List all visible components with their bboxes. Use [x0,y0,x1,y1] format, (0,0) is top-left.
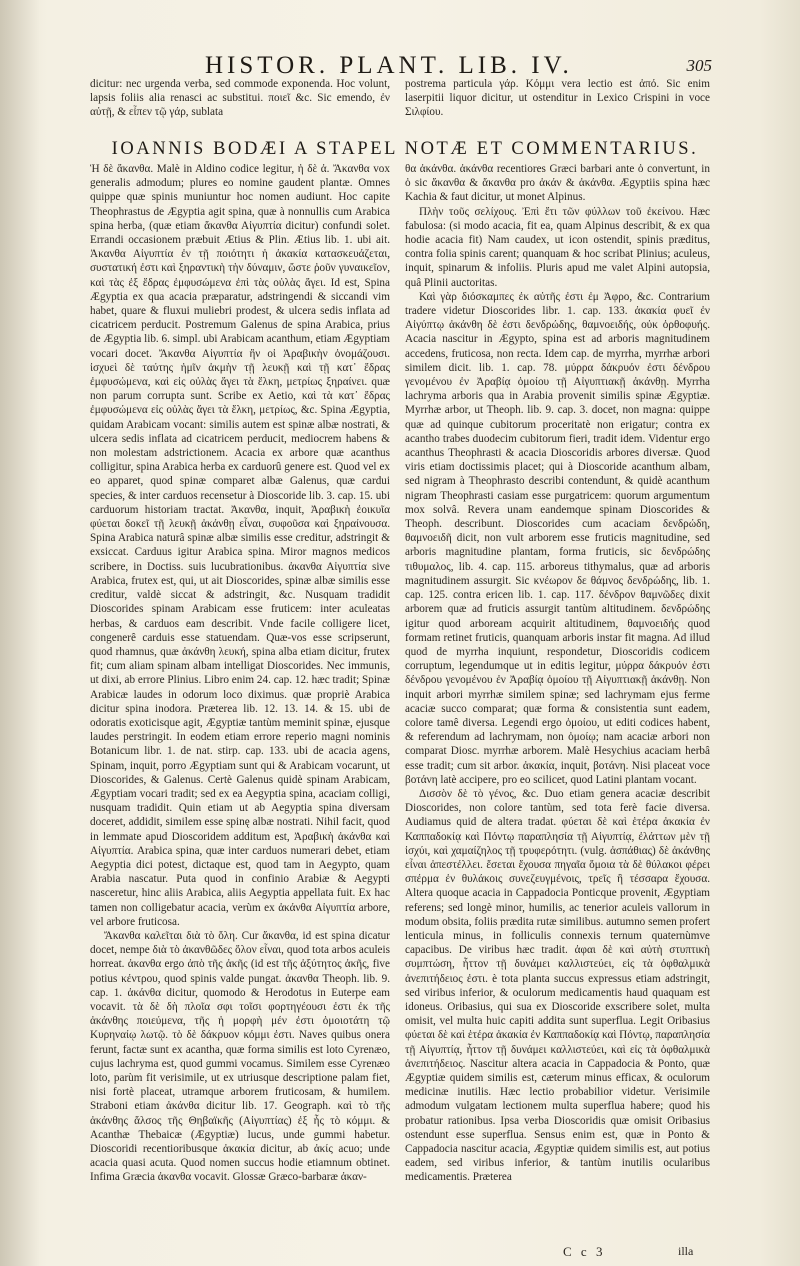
page-number: 305 [686,56,712,75]
continued-paragraph-right: postrema particula γάρ. Κόμμι vera lectio est ἀπό. Sic enim laserpitii liquor dicitur, ut ostenditur in Lexico Crispini in voce Σιλφίου. [405,78,710,119]
catchword: illa [678,1244,694,1258]
paragraph: Ἄκανθα καλεῖται διὰ τὸ ὅλη. Cur ἄκανθα, id est spina dicatur docet, nempe διὰ τὸ ἀκανθῶδες ὅλον εἶναι, quod tota arbos aculeis horreat. ἀκανθα ergo ἀπὸ τῆς ἀκῆς (id est τῆς ἀξύτητος ἀκῆς, five potius κέντρου, quod spinis valde pungat. ἀκανθα Theoph. lib. 9. cap. 1. ἀκάνθα dicitur, quomodo & Herodotus in Euterpe eam vocavit. τὰ δὲ δὴ πλοῖα σφι τοῖσι φορτηγέουσι ἐστι ἐκ τῆς ἀκάνθης ποιεύμενα, τῆς ἡ μορφὴ μέν ἐστι ὁμοιοτάτη τῷ Κυρηναίῳ λωτῷ. τὸ δὲ δάκρυον κόμμι ἐστι. Naves quibus onera ferunt, factæ sunt ex acantha, quæ forma similis est loto Cyrenæo, cujus lachryma est, quod gummi vocamus. Similem esse Cyrenæo loto, parùm fit verisimile, ut ex utriusque descriptione palam fiet, nisi fortè placeat, utramque arborem fruticosam, & humilem. Straboni etiam ἀκάνθα dicitur lib. 17. Geograph. καὶ τὸ τῆς ἀκάνθης ἄλσος τῆς Θηβαϊκῆς (Αἰγυπτίας) ἐξ ἧς τὸ κόμμι. & Acanthæ Thebaicæ (Ægyptiæ) lucus, unde gummi habetur. Dioscoridi recentioribusque ἀκακία dicitur, ab ἀκίς acuo; unde acacia quasi acuta. Quod nomen succus hodie etiamnum obtinet. Infima Græcia ἀκανθα vocavit. Glossæ Græco-barbaræ ἀκαν- [90,929,390,1184]
gutter-shadow [0,0,40,1266]
continued-text-right [405,77,710,135]
paragraph: Καὶ γὰρ διόσκαμπες ἐκ αὐτῆς ἐστι ἐμ Ἀφρο, &c. Contrarium tradere videtur Dioscorides libr. 1. cap. 133. ἀκακία φυεῖ ἐν Αἰγύπτῳ ἀκάνθη δὲ ἐστι δενδρώδης, θαμνοειδής, οὐκ ὀρθοφυής. Acacia nascitur in Ægypto, spina est ad arboris magnitudinem accedens, fruticosa, non recta. Idem cap. de myrrha, myrrhæ arbori similem dicit. lib. 1. cap. 78. μύρρα δάκρυόν ἐστι δένδρου γενομένου ἐν Ἀραβίᾳ ὁμοίου τῇ Αἰγυπτιακῇ ἀκάνθῃ. Myrrha lachryma arboris qua in Arabia provenit similis spinæ Ægyptiæ. Myrrhæ arbor, ut Theoph. lib. 9. cap. 3. docet, non magna: quippe quæ ad quinque cubitorum proceritatè non erigatur; contra ex acantho trabes duodecim cubitorum fieri, tradit idem. Videntur ergo acanthus Theophrasti & acacia Dioscoridis arbores diversæ. Quod viris etiam doctissimis placet; qui à Dioscoride acanthum albam, sed nigram à Theophrasto describi contendunt, & quidè acanthum nigram Theophrasti casiam esse purgatricem: quorum argumentum mox solvâ. Revera unam eandemque spinam Dioscorides & Theoph. describunt. Dioscorides cum acaciam δενδρώδη, θαμνοειδῆ dicit, non vult arborem esse fruticis magnitudine, sed arboris magnitudine plantam, forma fruticis, sic δενδρώδης τιθυμαλος, lib. 4. cap. 115. arboreus tithymalus, quæ ad arboris magnitudinem assurgit. Sic κνέωρον δε θάμνος δενδρώδης, lib. 1. cap. 125. contra ericen lib. 1. cap. 117. δένδρον θαμνῶδες dixit arborem quæ ad fruticis assurgit tantùm altitudinem. δενδρώδης igitur quod arboream acquirit altitudinem, θαμνοειδής quod formam retinet fruticis, quanquam arboris instar fit magna. Ad illud quod de myrrha inquiunt, respondetur, Dioscoridis codicem corruptum, legendumque ut in editis legitur, μύρρα δάκρυόν ἐστι δένδρου γενομένου ἐν Ἀραβίᾳ ὁμοίου τῇ Αἰγυπτιακῇ ἀκάνθῃ. Non inquit arbori myrrhæ similem spinæ; sed lachrymam ejus ferme acaciæ succo comparat; quæ forma & consistentia sunt eadem, colore tamê diversa. Legendi ergo ὁμοίου, ut editi codices habent, & referendum ad lachrymam, non ὁμοίῳ; nam acaciæ arbori non comparat Diosc. myrrhæ arborem. Malè Hesychius acaciam herbâ esse tradit; cum sit arbor. ἀκακία, inquit, βοτάνη. Nisi placeat voce βοτάνη latè accipere, pro eo scilicet, quod Latini plantam vocant. [405,290,710,786]
paragraph: Ἡ δὲ ἄκανθα. Malè in Aldino codice legitur, ἡ δὲ ἀ. Ἄκανθα vox generalis admodum; plures eo nomine gaudent plantæ. Omnes quippe quæ spinis muniuntur hoc nomen audiunt. Hoc capite Theophrastus de Ægyptia agit spina, quæ à nonnullis cum Arabica spina herba, (quæ etiam ἄκανθα Αἰγυπτία dicitur) confundi solet. Errandi occasionem præbuit Ætius & Plin. Ætius lib. 1. ubi ait. Ἀκανθα Αἰγυπτία ἐν τῇ ποιότητι ἡ ἀκακία κατασκευάζεται, συστατική ἐστι καὶ ξηραντικὴ τὴν δύναμιν, ὥστε ῥοῦν γυναικεῖον, καὶ τὰς ἐξ ἕδρας ἐμφυσώμενα ἐπὶ τὰς οὐλὰς ἄγει. Id est, Spina Ægyptia ex qua acacia præparatur, adstringendi & siccandi vim habet, quare & fluxui muliebri prodest, & ulcera sedis inflata ad cicatricem perducit. Postremum Galenus de spina Arabica, prius de Ægyptia lib. 6. simpl. ubi Arabicam acanthum, etiam Ægyptiam vocari docet. Ἄκανθα Αἰγυπτία ἣν οἱ Ἀραβικὴν ὀνομάζουσι. ἰσχυεὶ δὲ ταύτης ἡμῖν ἀκμὴν τῇ λευκῇ καὶ τῇ κατ᾽ ἕδρας ἐμφυσώμενα, καὶ εἰς οὐλὰς ἄγει τὰ ἕλκη, μετρίως ξηραίνει. quæ non parum corrupta sunt. Scribe ex Aetio, καὶ τὰ κατ᾽ ἕδρας ἐμφυσώμενα εἰς οὐλὰς ἄγει τὰ ἕλκη, μετρίως, &c. Spina Ægyptia, quidam Arabicam vocant: similis autem est spinæ albæ nostrati, & ulcera sedis inflata ad cicatricem perducit, mediocrem habens & non molestam adstrictionem. Acacia ex arbore quæ acanthus colligitur, spina Arabica herba ex carduorû genere est. Quod vel ex eo apparet, quod spinæ comparet albæ Galenus, quæ cardui species, & inter carduos recensetur à Dioscoride lib. 3. cap. 15. ubi carduorum historiam tractat. Ἀκανθα, inquit, Ἀραβικὴ ἐοικυῖα φύεται δοκεῖ τῇ λευκῇ ἀκάνθῃ εἶναι, συφοῦσα καὶ ξηραίνουσα. Spina Arabica naturâ spinæ albæ similis esse creditur, adstringit & exsiccat. Carduus igitur Arabica spina. Miror magnos medicos scribere, in Doctiss. suis lucubrationibus. ἀκανθα Αἰγυπτία sive Arabica, frutex est, qui, ut ait Dioscorides, spinæ albæ similis esse creditur, valdè siccat & adstringit, &c. Nusquam tradidit Dioscorides spinam Arabicam esse fruticem: inter aculeatas herbas, & carduos eam describit. Vnde facile colligere licet, congenerê carduis esse statuendam. Quæ-vos esse scripserunt, quod rhamnus, quæ ἀκάνθη λευκή, spina alba etiam dicitur, frutex fit; cum aliam spinam albam intelligat Dioscorides. Nec immunis, ut dixi, ab errore Plinius. Libro enim 24. cap. 12. hæc tradit; Spinæ Arabicæ laudes in odorum loco diximus. quæ propriè Arabica dicitur spina inodora. Præterea lib. 12. 13. 14. & 15. ubi de odoratis exoticisque agit, Ægyptiæ tantùm meminit spinæ, ejusque laudes perstringit. In eodem etiam errore reperio magni nominis Botanicum libr. 1. de nat. stirp. cap. 133. ubi de acacia agens, Spinam, inquit, porro Ægyptiam sunt qui & Arabicam vocarunt, ut Dioscorides, & Galenus. Certè Galenus quidè spinam Arabicam, Ægyptiam vocari tradit; sed ex ea Aegyptia spina, acaciam colligi, nusquam tradidit. Quin etiam ut ab Aegyptia spina diversam doceret, addidit, similem esse spinę albæ nostrati. Nihil facit, quod in lemmate apud Dioscoridem additum est, Ἀραβικὴ ἀκάνθα καὶ Αἰγυπτία. Arabica spina, quæ inter carduos numerari debet, etiam Aegyptia dici potest, dictaque est, quod tam in Aegypto, quam Arabia nascatur. Puta quod in confinio Arabiæ & Aegypti nasceretur, hinc aliis Arabica, aliis Aegyptia appellata fuit. Ex hac tamen non colligebatur acacia, verùm ex ἀκάνθα Αἰγυπτία arbore, vel arbore fruticosa. [90,163,390,928]
paragraph: θα ἀκάνθα. ἀκάνθα recentiores Græci barbari ante ὁ convertunt, in ὁ sic ἄκανθα & ἄκανθα pro ἀκάν & ἀκάνθα. Ægyptiis spina hæc Kachia & faut dicitur, ut monet Alpinus. [405,163,710,204]
continued-paragraph-left: dicitur: nec urgenda verba, sed commode exponenda. Hoc volunt, lapsis foliis alia renasci ac substitui. ποιεῖ &c. Sic emendo, ἐν αὐτῇ, & εἶπεν τῷ γάρ, sublata [90,78,390,119]
paragraph: Δισσὸν δὲ τὸ γένος, &c. Duo etiam genera acaciæ describit Dioscorides, non colore tantùm, sed tota ferè facie diversa. Audiamus quid de altera tradat. φύεται δὲ καὶ ἑτέρα ἀκακία ἐν Καππαδοκίᾳ καὶ Πόντῳ παραπλησία τῇ Αἰγυπτίᾳ, ἐλάττων μὲν τῇ ἰσχύι, καὶ χαμαίζηλος τῇ τρυφερότητι. (vulg. ἀσπάθιας) δὲ ἀκάνθης εἶναι ἀπεστέλλει. ἔσεται ἔχουσα πηγαῖα ὅμοια τὰ δὲ θύλακοι φέρει σπέρμα ἐν θυλάκοις συνεζευγμένοις, τρεῖς ἢ τέσσαρα ἔχουσα. Altera quoque acacia in Cappadocia Ponticque provenit, Ægyptiam referens; sed longè minor, humilis, ac tenerior aculeis vallorum in modum obsita, foliis prædita rutæ similibus. autumno semen profert lenticula minus, in folliculis connexis ternum quaternùmve capacibus. De viribus hæc tradit. ἀφαι δὲ καὶ αὐτὴ στυπτικὴ συμπτώση, ἧττον τῇ δυνάμει καλλιστεύει, εἰς τὰ ὀφθαλμικὰ ἀνεπιτήδειος ἐστι. è tota planta succus expressus etiam adstringit, sed viribus inferior, & oculorum medicamentis haud quaquam est idoneus. Oribasius, qui sua ex Dioscoride exscribere solet, multa omisit, vel multa huic capiti addita sunt superflua. Legit Oribasius φύεται δὲ καὶ ἑτέρα ἀκακία ἐν Καππαδοκίᾳ καὶ Πόντῳ, παραπλησία τῇ Αἰγυπτίᾳ, ἧττον τῇ δυνάμει καλλιστεύει, καὶ εἰς τὰ ὀφθαλμικὰ ἀνεπιτήδειος. Nascitur altera acacia in Cappadocia & Ponto, quæ Ægyptiæ quidem similis est, cæterum minus efficax, & oculorum medicinæ inutilis. Hæc lectio probabilior videtur. Verisimile admodum vulgatam lectionem multa superflua habere; quod his probatur rationibus. Ipsa verba Dioscoridis quæ omisit Oribasius ostendunt esse superflua. Sensus enim est, quæ in Ponto & Cappadocia nascitur acacia, Ægyptiæ quidem similis est, aut potius eadem, sed viribus inferior, & tantùm inutilis ocularibus medicamentis. Præterea [405,787,710,1184]
signature-mark: C c 3 [563,1244,606,1259]
section-heading: IOANNIS BODÆI A STAPEL NOTÆ ET COMMENTARIUS. [111,139,699,159]
left-column [90,162,390,1240]
right-column [405,162,710,1240]
continued-text-left [90,77,390,135]
paragraph: Πλὴν τοῦς σελίχους. Ἐπὶ ἔτι τῶν φύλλων τοῦ ἐκείνου. Hæc fabulosa: (si modo acacia, fit ea, quam Alpinus describit, & ex qua hodie acacia fit) Nam caudex, ut icon ostendit, spinis præditus, contra folia spinis carent; quanquam & hoc scribat Plinius; aculeus, inquit, spinarum & infoliis. Pluris apud me valet Alpini autopsia, quâ Plinii auctoritas. [405,205,710,289]
running-title: HISTOR. PLANT. LIB. IV. [205,52,573,79]
